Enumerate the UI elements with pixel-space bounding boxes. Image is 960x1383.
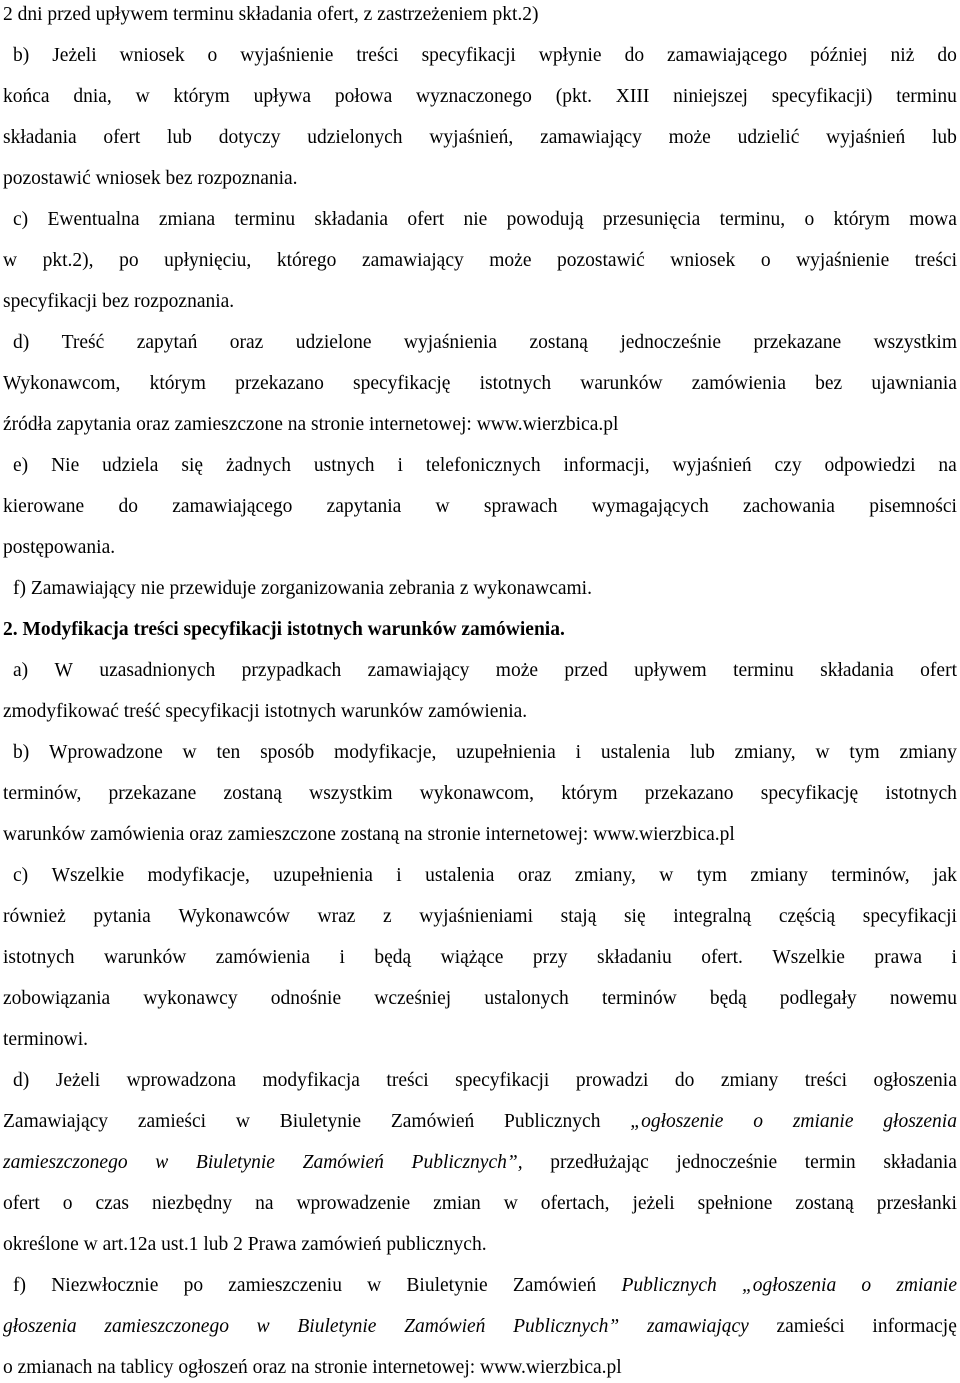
word: wszystkim <box>309 783 393 804</box>
word: zamawiający <box>646 1316 749 1337</box>
word: w <box>235 1111 250 1132</box>
word: odpowiedzi <box>824 455 916 476</box>
word: w <box>256 1316 270 1337</box>
word: terminów <box>601 988 677 1009</box>
word: Biuletynie <box>297 1316 377 1337</box>
word: będą <box>374 947 412 968</box>
word: terminu <box>234 209 296 230</box>
word: modyfikacja <box>262 1070 360 1091</box>
word: w <box>3 250 18 271</box>
word: e) <box>13 455 29 476</box>
word: czy <box>774 455 802 476</box>
word: udzielonych <box>307 127 403 148</box>
word: terminu <box>896 86 957 107</box>
word: Publicznych” <box>513 1316 620 1337</box>
word: głoszenia <box>3 1316 77 1337</box>
text-line: 2 dni przed upływem terminu składania ofert, z zastrzeżeniem pkt.2) <box>3 4 539 25</box>
word: ustalenia <box>600 742 671 763</box>
word: ustalenia <box>425 865 495 886</box>
word: Biuletynie <box>195 1152 275 1173</box>
word: ustalonych <box>484 988 569 1009</box>
word: pkt.2), <box>42 250 94 271</box>
word: z <box>383 906 392 927</box>
word: ofert <box>3 1193 40 1214</box>
text-line <box>3 123 957 153</box>
word: wyjaśnień <box>826 127 906 148</box>
word: na <box>938 455 957 476</box>
word: zamawiającego <box>172 496 293 517</box>
word: warunków <box>103 947 187 968</box>
word: Treść <box>61 332 105 353</box>
word: Wykonawców <box>178 906 290 927</box>
word: prowadzi <box>575 1070 649 1091</box>
word: w <box>155 1152 169 1173</box>
word: bez <box>815 373 843 394</box>
text-line <box>13 451 957 481</box>
word: uzupełnienia <box>456 742 556 763</box>
word: Wykonawcom, <box>3 373 121 394</box>
word: zamawiający <box>367 660 470 681</box>
word: może <box>495 660 539 681</box>
word: ofert <box>103 127 141 148</box>
word: Zamawiający <box>3 1111 109 1132</box>
word: wyjaśnienie <box>240 45 334 66</box>
word: zmian <box>433 1193 481 1214</box>
text-line <box>3 1107 957 1137</box>
word: udzielić <box>737 127 800 148</box>
word: niniejszej <box>673 86 748 107</box>
word: i <box>397 455 403 476</box>
word: o <box>207 45 218 66</box>
word: ofert <box>407 209 445 230</box>
word: do <box>937 45 957 66</box>
word: zamówienia <box>215 947 310 968</box>
word: wyjaśnień <box>672 455 752 476</box>
text-line: zmodyfikować treść specyfikacji istotnych warunków zamówienia. <box>3 701 528 722</box>
text-line <box>13 1066 957 1096</box>
word: informację <box>872 1316 957 1337</box>
word: ujawniania <box>871 373 957 394</box>
text-line: postępowania. <box>3 537 116 558</box>
word: zmiany <box>750 865 808 886</box>
text-line <box>13 328 957 358</box>
text-line <box>3 492 957 522</box>
word: którym <box>833 209 890 230</box>
word: zamawiający <box>540 127 642 148</box>
word: termin <box>804 1152 856 1173</box>
text-line <box>3 82 957 112</box>
word: warunków <box>580 373 663 394</box>
word: Jeżeli <box>52 45 97 66</box>
text-line <box>13 738 957 768</box>
word: i <box>339 947 345 968</box>
word: w <box>815 742 830 763</box>
word: terminu <box>733 660 794 681</box>
word: Ewentualna <box>47 209 140 230</box>
word: Biuletynie <box>279 1111 362 1132</box>
word: stają <box>560 906 597 927</box>
text-line <box>13 1271 957 1301</box>
word: składania <box>314 209 389 230</box>
word: później <box>810 45 868 66</box>
word: mowa <box>909 209 957 230</box>
word: wyjaśnienie <box>796 250 890 271</box>
word: przekazano <box>235 373 324 394</box>
word: Zamówień <box>302 1152 384 1173</box>
word: integralną <box>673 906 752 927</box>
word: wniosek <box>670 250 736 271</box>
word: b) <box>13 742 30 763</box>
word: Niezwłocznie <box>51 1275 159 1296</box>
word: składania <box>820 660 894 681</box>
word: ofert <box>920 660 957 681</box>
text-line <box>3 779 957 809</box>
word: przy <box>532 947 568 968</box>
word: spełnione <box>697 1193 773 1214</box>
text-line <box>3 1148 957 1178</box>
text-line: określone w art.12a ust.1 lub 2 Prawa zamówień publicznych. <box>3 1234 487 1255</box>
text-line <box>3 984 957 1014</box>
text-line: pozostawić wniosek bez rozpoznania. <box>3 168 298 189</box>
word: zmiany, <box>574 865 636 886</box>
word: f) <box>13 1275 26 1296</box>
word: Biuletynie <box>406 1275 488 1296</box>
word: sposób <box>260 742 315 763</box>
word: Jeżeli <box>55 1070 101 1091</box>
word: niezbędny <box>151 1193 233 1214</box>
text-line <box>13 656 957 686</box>
word: zostaną <box>795 1193 854 1214</box>
word: a) <box>13 660 29 681</box>
word: nowemu <box>889 988 957 1009</box>
word: o <box>804 209 815 230</box>
word: specyfikacji <box>421 45 516 66</box>
word: się <box>181 455 204 476</box>
word: podlegały <box>779 988 857 1009</box>
text-line: f) Zamawiający nie przewiduje zorganizowania zebrania z wykonawcami. <box>13 578 592 599</box>
word: Publicznych”, <box>411 1152 523 1173</box>
word: specyfikacji) <box>771 86 873 107</box>
word: d) <box>13 332 30 353</box>
word: czas <box>95 1193 130 1214</box>
word: Wszelkie <box>772 947 845 968</box>
word: informacji, <box>563 455 650 476</box>
word: upłynięciu, <box>164 250 252 271</box>
word: terminów, <box>831 865 910 886</box>
word: wykonawcom, <box>419 783 535 804</box>
word: zobowiązania <box>3 988 111 1009</box>
text-line: warunków zamówienia oraz zamieszczone zostaną na stronie internetowej: www.wierzbica.pl <box>3 824 735 845</box>
word: zmianie <box>792 1111 854 1132</box>
word: istotnych <box>885 783 957 804</box>
word: nie <box>463 209 488 230</box>
word: wiążące <box>440 947 504 968</box>
word: wraz <box>317 906 356 927</box>
word: ofertach, <box>540 1193 610 1214</box>
word: na <box>255 1193 274 1214</box>
word: zmiany, <box>734 742 796 763</box>
word: przypadkach <box>241 660 342 681</box>
word: telefonicznych <box>425 455 541 476</box>
word: niż <box>890 45 915 66</box>
word: zapytań <box>136 332 198 353</box>
word: i <box>396 865 402 886</box>
word: jednocześnie <box>676 1152 778 1173</box>
word: specyfikację <box>760 783 859 804</box>
word: XIII <box>615 86 650 107</box>
word: w <box>435 496 450 517</box>
word: końca <box>3 86 50 107</box>
text-line <box>13 861 957 891</box>
text-line: o zmianach na tablicy ogłoszeń oraz na stronie internetowej: www.wierzbica.pl <box>3 1357 622 1378</box>
word: Nie <box>51 455 80 476</box>
word: terminów, <box>3 783 82 804</box>
word: treści <box>386 1070 429 1091</box>
text-line <box>3 369 957 399</box>
word: oraz <box>517 865 552 886</box>
word: przekazane <box>753 332 842 353</box>
text-line <box>3 1189 957 1219</box>
word: o <box>760 250 771 271</box>
word: powodują <box>506 209 584 230</box>
word: pytania <box>93 906 151 927</box>
word: przesunięcia <box>602 209 701 230</box>
word: specyfikacji <box>862 906 957 927</box>
word: „ogłoszenie <box>630 1111 724 1132</box>
word: w <box>503 1193 518 1214</box>
word: i <box>575 742 582 763</box>
word: jak <box>933 865 957 886</box>
word: uzasadnionych <box>99 660 216 681</box>
word: do <box>118 496 138 517</box>
word: w <box>659 865 674 886</box>
word: wniosek <box>119 45 185 66</box>
word: Wprowadzone <box>49 742 163 763</box>
word: ofert. <box>701 947 743 968</box>
word: (pkt. <box>555 86 592 107</box>
word: którym <box>173 86 230 107</box>
word: również <box>3 906 66 927</box>
word: o <box>753 1111 763 1132</box>
word: udzielone <box>295 332 372 353</box>
word: lub <box>689 742 715 763</box>
word: składania <box>3 127 77 148</box>
word: istotnych <box>479 373 552 394</box>
word: jednocześnie <box>620 332 722 353</box>
word: specyfikację <box>353 373 451 394</box>
word: Zamówień <box>390 1111 475 1132</box>
word: pisemności <box>869 496 957 517</box>
word: upływa <box>253 86 312 107</box>
word: zamieszczonego <box>104 1316 229 1337</box>
word: ustnych <box>313 455 375 476</box>
word: którego <box>276 250 337 271</box>
word: tym <box>696 865 728 886</box>
text-line: terminowi. <box>3 1029 89 1050</box>
word: po <box>119 250 139 271</box>
word: modyfikacje, <box>334 742 437 763</box>
word: się <box>623 906 646 927</box>
word: dotyczy <box>218 127 281 148</box>
word: zachowania <box>742 496 835 517</box>
word: udziela <box>102 455 159 476</box>
word: połowa <box>334 86 393 107</box>
word: wyjaśnieniami <box>419 906 534 927</box>
word: oraz <box>229 332 264 353</box>
text-line <box>3 902 957 932</box>
word: wyjaśnienia <box>403 332 498 353</box>
word: może <box>668 127 711 148</box>
word: wszystkim <box>873 332 957 353</box>
word: Publicznych <box>504 1111 601 1132</box>
word: wcześniej <box>374 988 452 1009</box>
word: do <box>624 45 645 66</box>
word: istotnych <box>3 947 75 968</box>
word: zmiany <box>899 742 957 763</box>
word: zmianie <box>896 1275 957 1296</box>
word: przedłużając <box>550 1152 649 1173</box>
word: odnośnie <box>270 988 342 1009</box>
word: treści <box>914 250 957 271</box>
word: Wszelkie <box>51 865 125 886</box>
word: przekazano <box>644 783 734 804</box>
word: zamieszczeniu <box>228 1275 342 1296</box>
word: Zamówień <box>512 1275 597 1296</box>
word: pozostawić <box>557 250 645 271</box>
word: ogłoszenia <box>873 1070 957 1091</box>
text-line <box>3 943 957 973</box>
word: zamawiający <box>361 250 464 271</box>
word: lub <box>167 127 192 148</box>
word: d) <box>13 1070 30 1091</box>
word: prawa <box>874 947 923 968</box>
word: uzupełnienia <box>273 865 373 886</box>
word: przed <box>564 660 608 681</box>
word: ten <box>216 742 241 763</box>
text-line <box>3 246 957 276</box>
section-heading: 2. Modyfikacja treści specyfikacji istotnych warunków zamówienia. <box>3 619 565 640</box>
word: treści <box>804 1070 847 1091</box>
word: b) <box>13 45 30 66</box>
word: dnia, <box>73 86 112 107</box>
word: sprawach <box>483 496 558 517</box>
word: zamawiającego <box>667 45 788 66</box>
word: w <box>182 742 197 763</box>
word: o <box>861 1275 872 1296</box>
word: upływem <box>634 660 707 681</box>
word: zamówienia <box>691 373 786 394</box>
word: głoszenia <box>883 1111 957 1132</box>
word: będą <box>709 988 747 1009</box>
word: przekazane <box>108 783 197 804</box>
word: „ogłoszenia <box>741 1275 837 1296</box>
word: zamieszczonego <box>3 1152 128 1173</box>
word: zapytania <box>326 496 402 517</box>
word: zamieści <box>137 1111 207 1132</box>
word: do <box>674 1070 695 1091</box>
word: po <box>183 1275 204 1296</box>
word: c) <box>13 209 29 230</box>
word: zmiana <box>158 209 216 230</box>
word: częścią <box>778 906 836 927</box>
word: wymagających <box>591 496 709 517</box>
word: wprowadzenie <box>296 1193 411 1214</box>
word: o <box>62 1193 73 1214</box>
text-line <box>3 1312 957 1342</box>
text-line <box>13 205 957 235</box>
text-line: źródła zapytania oraz zamieszczone na stronie internetowej: www.wierzbica.pl <box>3 414 619 435</box>
word: wpłynie <box>538 45 602 66</box>
text-line <box>13 41 957 71</box>
word: treści <box>356 45 399 66</box>
word: składania <box>883 1152 957 1173</box>
word: W <box>54 660 73 681</box>
word: zmiany <box>720 1070 779 1091</box>
word: specyfikacji <box>455 1070 550 1091</box>
word: Publicznych <box>621 1275 717 1296</box>
word: w <box>367 1275 382 1296</box>
word: tym <box>849 742 880 763</box>
word: może <box>489 250 532 271</box>
word: żadnych <box>225 455 291 476</box>
word: wyjaśnień, <box>429 127 514 148</box>
word: wyznaczonego <box>416 86 532 107</box>
word: jeżeli <box>632 1193 675 1214</box>
word: Zamówień <box>404 1316 486 1337</box>
word: lub <box>931 127 957 148</box>
word: składaniu <box>597 947 672 968</box>
word: zostaną <box>223 783 282 804</box>
word: wprowadzona <box>126 1070 236 1091</box>
word: którym <box>561 783 618 804</box>
word: przesłanki <box>876 1193 957 1214</box>
word: terminu, <box>719 209 786 230</box>
word: w <box>135 86 150 107</box>
word: zamieści <box>776 1316 845 1337</box>
word: modyfikacje, <box>147 865 250 886</box>
word: i <box>951 947 957 968</box>
word: wykonawcy <box>143 988 238 1009</box>
word: c) <box>13 865 29 886</box>
word: zostaną <box>529 332 588 353</box>
text-line: specyfikacji bez rozpoznania. <box>3 291 235 312</box>
word: którym <box>149 373 206 394</box>
word: kierowane <box>3 496 85 517</box>
